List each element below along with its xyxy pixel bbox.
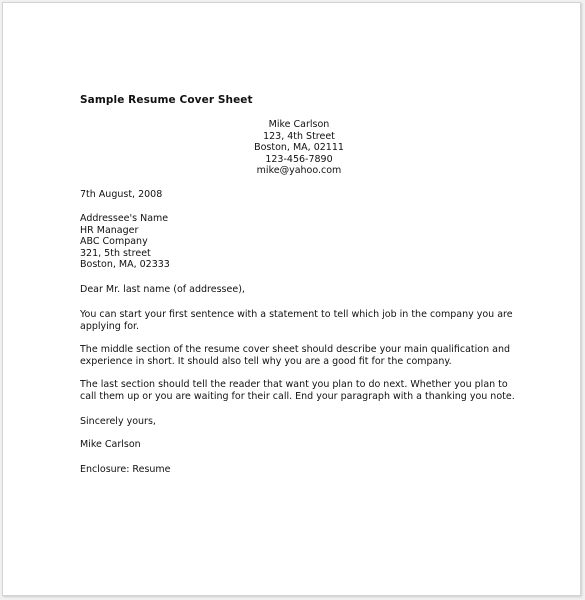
sender-phone: 123-456-7890	[265, 153, 333, 165]
addressee-street: 321, 5th street	[80, 247, 151, 259]
sender-email: mike@yahoo.com	[256, 165, 342, 177]
addressee-name: Addressee's Name	[80, 213, 169, 224]
paragraph-line: The last section should tell the reader that want you plan to do next. Whether you plan to	[80, 379, 508, 390]
document-title: Sample Resume Cover Sheet	[80, 94, 253, 106]
date-text: 7th August, 2008	[80, 189, 163, 200]
addressee-city: Boston, MA, 02333	[80, 259, 170, 271]
enclosure-text: Enclosure: Resume	[80, 464, 171, 475]
addressee-title: HR Manager	[80, 224, 139, 236]
document-page	[2, 2, 581, 596]
paragraph-line: experience in short. It should also tell why you are a good fit for the company.	[80, 355, 452, 367]
addressee-block	[80, 213, 540, 271]
paragraph-line: call them up or you are waiting for their call. End your paragraph with a thanking you note.	[80, 390, 515, 402]
paragraph-opening	[80, 309, 540, 332]
closing-text: Sincerely yours,	[80, 416, 156, 427]
paragraph-line: You can start your first sentence with a statement to tell which job in the company you are	[80, 309, 513, 320]
paragraph-middle	[80, 344, 540, 367]
sender-city: Boston, MA, 02111	[254, 142, 344, 154]
signature-block	[80, 439, 540, 451]
enclosure-line	[80, 464, 540, 476]
signature-name: Mike Carlson	[80, 439, 141, 450]
letter-date	[80, 189, 540, 201]
sender-street: 123, 4th Street	[263, 130, 335, 142]
sender-address-block	[203, 119, 395, 177]
complimentary-close	[80, 416, 540, 428]
addressee-company: ABC Company	[80, 236, 148, 248]
salutation-text: Dear Mr. last name (of addressee),	[80, 284, 245, 295]
salutation	[80, 284, 540, 296]
sender-name: Mike Carlson	[268, 119, 330, 130]
paragraph-closing	[80, 379, 540, 402]
paragraph-line: The middle section of the resume cover sheet should describe your main qualification and	[80, 344, 511, 355]
paragraph-line: applying for.	[80, 320, 140, 332]
